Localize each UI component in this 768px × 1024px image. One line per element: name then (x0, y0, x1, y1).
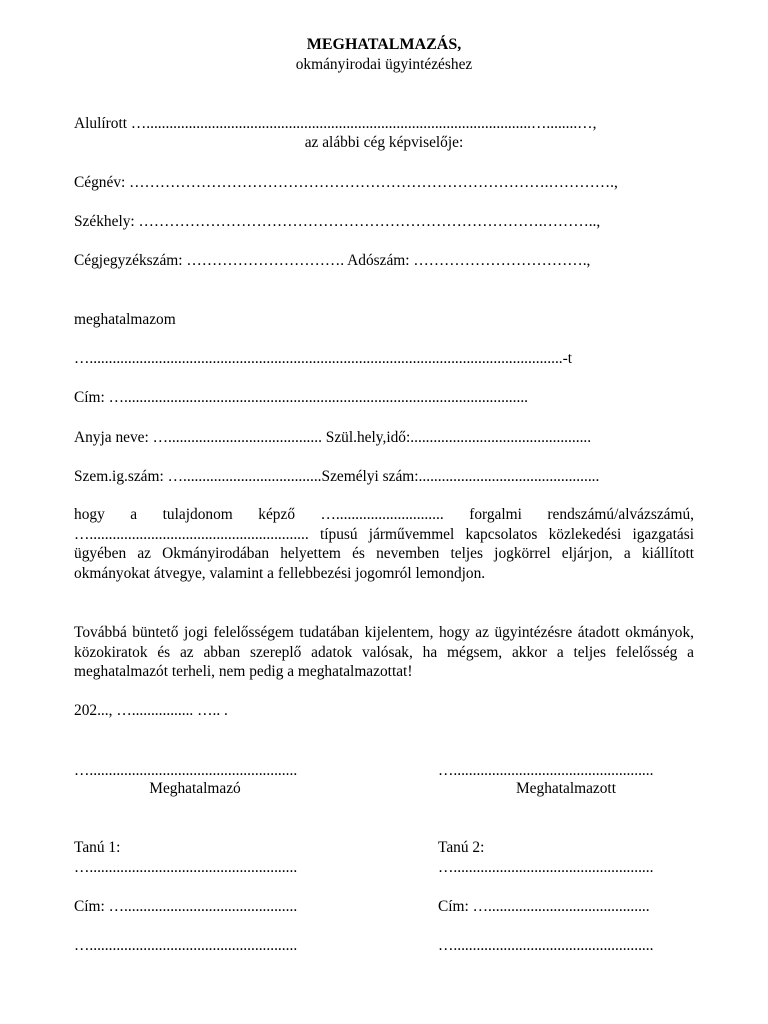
field-szekhely: Székhely: …………………………………………………………………….……….., (74, 213, 601, 230)
field-alulirott: Alulírott …....................................................................................................…........…, (74, 115, 597, 132)
field-kepviselo: az alábbi cég képviselője: (304, 134, 464, 151)
signature-line-meghatalmazott: ….................................................... (438, 762, 654, 779)
label-tanu-1: Tanú 1: (74, 839, 121, 856)
field-cim: Cím: …......................................................................................................... (74, 389, 529, 406)
document-title: MEGHATALMAZÁS, (306, 36, 462, 53)
date-line: 202..., …................ ….. . (74, 702, 228, 719)
label-meghatalmazo: Meghatalmazó (149, 780, 241, 797)
field-nev: …...........................................................................................................................-t (74, 350, 573, 367)
tanu-2-signature-line: ….................................................... (438, 859, 654, 876)
field-szem-ig-szam: Szem.ig.szám: …....................................Személyi szám:............................................... (74, 468, 600, 485)
tanu-1-signature-line: …...................................................... (74, 859, 298, 876)
field-anyja-neve: Anyja neve: …........................................ Szül.hely,idő:............................................... (74, 429, 592, 446)
label-tanu-2: Tanú 2: (438, 839, 485, 856)
tanu-1-cim: Cím: …............................................. (74, 898, 298, 915)
paragraph-tovabba (74, 623, 694, 682)
label-meghatalmazott: Meghatalmazott (515, 780, 616, 797)
tanu-1-extra-line: …...................................................... (74, 937, 298, 954)
field-cegjegyzekszam: Cégjegyzékszám: …………………………. Adószám: ……………………………., (74, 252, 591, 269)
tanu-2-cim: Cím: ….......................................... (438, 898, 650, 915)
paragraph-tovabba-text: Továbbá büntető jogi felelősségem tudatában kijelentem, hogy az ügyintézésre átadott okmányok, közokiratok és az abban szereplő adatok valósak, ha mégsem, akkor a teljes felelősség a meghatalmazót terheli, nem pedig a meghatalmazottat! (74, 624, 694, 680)
document-subtitle: okmányirodai ügyintézéshez (295, 56, 473, 73)
paragraph-hogy-text: hogy a tulajdonom képző …............................ forgalmi rendszámú/alvázszámú, …......................................................... típusú járművemmel kapcsolatos közlekedési igazgatási ügyében az Okmányirodában helyettem és nevemben teljes jogkörrel eljárjon, a kiállított okmányokat átvegye, valamint a fellebbezési jogomról lemondjon. (74, 506, 694, 582)
field-meghatalmazom: meghatalmazom (74, 311, 176, 328)
paragraph-hogy (74, 505, 694, 583)
signature-line-meghatalmazo: …...................................................... (74, 762, 298, 779)
tanu-2-extra-line: ….................................................... (438, 937, 654, 954)
field-cegnev: Cégnév: ……………………………………………………………………….…………., (74, 174, 618, 191)
